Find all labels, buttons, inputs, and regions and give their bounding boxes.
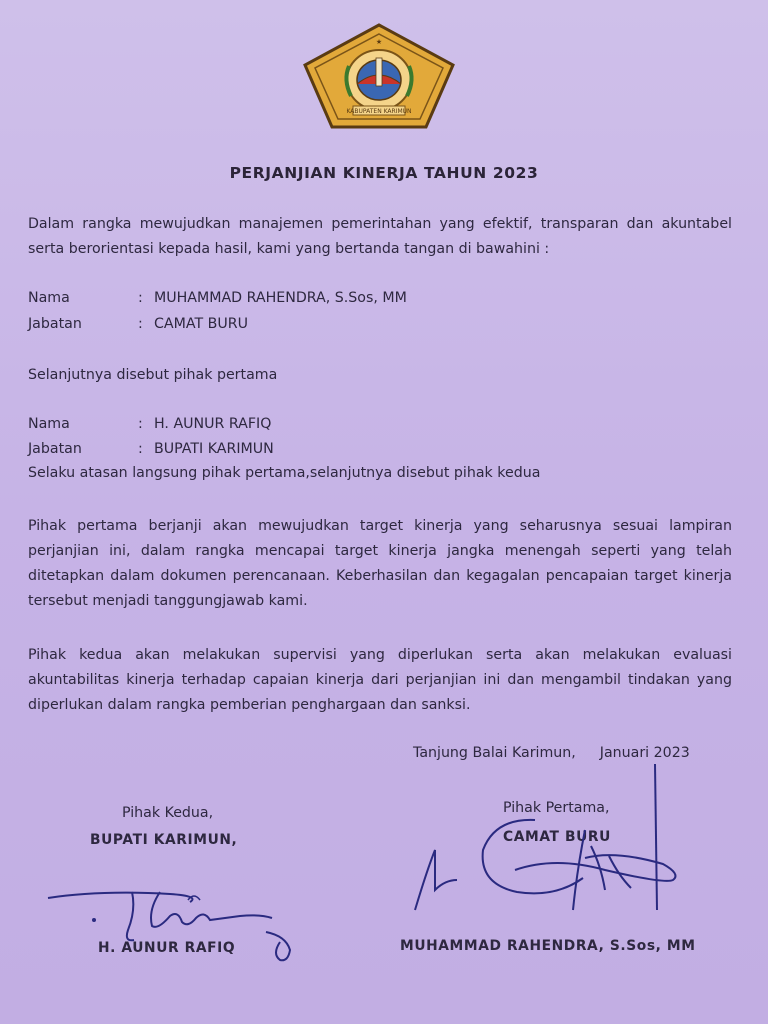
colon: : (138, 441, 143, 457)
first-party-signatory-name: MUHAMMAD RAHENDRA, S.Sos, MM (400, 938, 696, 954)
colon: : (138, 416, 143, 432)
position-label: Jabatan (28, 441, 82, 457)
second-party-position: BUPATI KARIMUN (154, 441, 274, 457)
first-party-signature (405, 760, 695, 930)
first-party-note: Selanjutnya disebut pihak pertama (28, 367, 278, 383)
first-party-label: Pihak Pertama, (503, 800, 610, 816)
place-date (413, 745, 690, 761)
svg-text:★: ★ (375, 38, 383, 46)
colon: : (138, 290, 143, 306)
second-party-label: Pihak Kedua, (122, 805, 214, 821)
place: Tanjung Balai Karimun, (413, 745, 576, 761)
logo-caption: KABUPATEN KARIMUN (346, 108, 412, 115)
commitment-paragraph: Pihak pertama berjanji akan mewujudkan target kinerja yang seharusnya sesuai lampiran perjanjian ini, dalam rangka mencapai target kinerja jangka menengah seperti yang telah ditetapkan dalam dokumen perencanaan. Keberhasilan dan kegagalan pencapaian target kinerja tersebut menjadi tanggungjawab kami. (28, 518, 732, 609)
date: Januari 2023 (599, 745, 690, 761)
supervision-paragraph: Pihak kedua akan melakukan supervisi yang diperlukan serta akan melakukan evaluasi akuntabilitas kinerja terhadap capaian kinerja dari perjanjian ini dan mengambil tindakan yang diperlukan dalam rangka pemberian penghargaan dan sanksi. (28, 647, 732, 713)
position-label: Jabatan (28, 316, 82, 332)
second-party-note: Selaku atasan langsung pihak pertama,selanjutnya disebut pihak kedua (28, 465, 541, 481)
second-party-name: H. AUNUR RAFIQ (154, 416, 272, 432)
regency-emblem-logo (303, 22, 455, 130)
colon: : (138, 316, 143, 332)
name-label: Nama (28, 290, 70, 306)
first-party-name: MUHAMMAD RAHENDRA, S.Sos, MM (154, 290, 407, 306)
intro-paragraph: Dalam rangka mewujudkan manajemen pemerintahan yang efektif, transparan dan akuntabel serta berorientasi kepada hasil, kami yang bertanda tangan di bawahini : (28, 216, 732, 257)
second-party-title: BUPATI KARIMUN, (90, 832, 238, 848)
name-label: Nama (28, 416, 70, 432)
second-party-signatory-name: H. AUNUR RAFIQ (98, 940, 236, 956)
first-party-position: CAMAT BURU (154, 316, 248, 332)
first-party-title: CAMAT BURU (503, 829, 611, 845)
document-title: PERJANJIAN KINERJA TAHUN 2023 (229, 164, 539, 182)
